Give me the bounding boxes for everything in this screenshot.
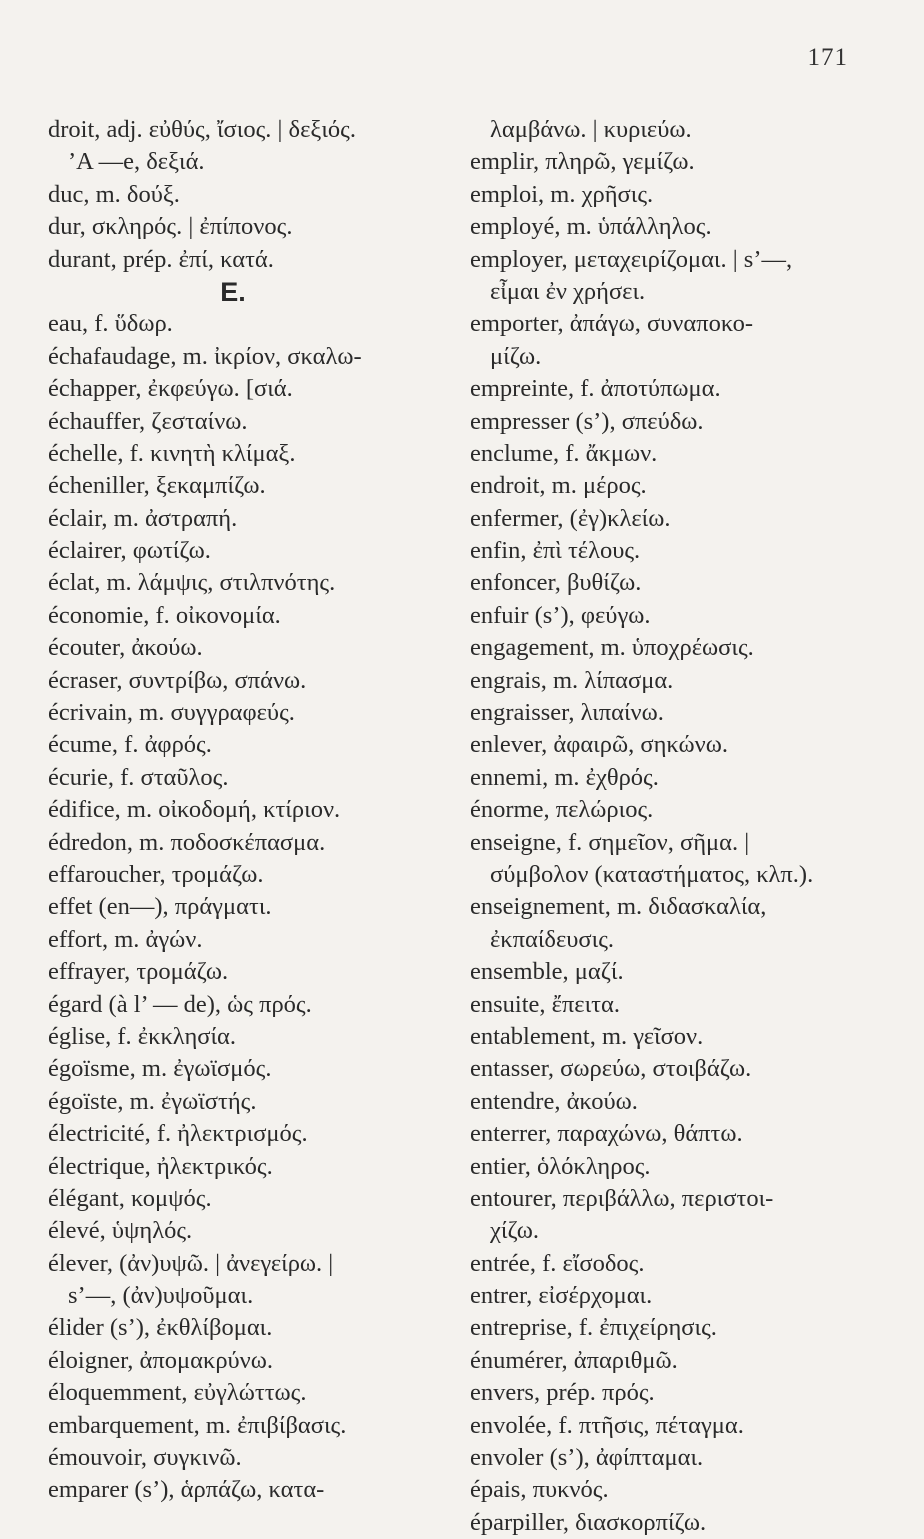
dictionary-entry-line: enfermer, (ἐγ)κλείω.	[470, 504, 671, 532]
dictionary-entry-line: électricité, f. ἠλεκτρισμός.	[48, 1120, 308, 1148]
dictionary-entry-line: εἶμαι ἐν χρήσει.	[490, 277, 646, 305]
dictionary-entry-line: égoïsme, m. ἐγωϊσμός.	[48, 1055, 272, 1083]
dictionary-entry-line: entrer, εἰσέρχομαι.	[470, 1282, 653, 1310]
dictionary-entry-line: duc, m. δούξ.	[48, 180, 180, 208]
dictionary-entry-line: enfoncer, βυθίζω.	[470, 569, 642, 597]
page-number: 171	[807, 44, 848, 71]
dictionary-entry-line: s’—, (ἀν)υψοῦμαι.	[68, 1282, 254, 1310]
dictionary-entry-line: écheniller, ξεκαμπίζω.	[48, 472, 266, 500]
dictionary-entry-line: égard (à l’ — de), ὡς πρός.	[48, 990, 312, 1018]
dictionary-entry-line: enfin, ἐπὶ τέλους.	[470, 537, 641, 565]
dictionary-entry-line: enterrer, παραχώνω, θάπτω.	[470, 1120, 743, 1148]
dictionary-entry-line: emparer (s’), ἁρπάζω, κατα-	[48, 1476, 325, 1504]
dictionary-entry-line: envolée, f. πτῆσις, πέταγμα.	[470, 1411, 744, 1439]
dictionary-entry-line: engrais, m. λίπασμα.	[470, 666, 674, 694]
dictionary-entry-line: ensemble, μαζί.	[470, 958, 624, 986]
dictionary-entry-line: χίζω.	[490, 1217, 539, 1245]
dictionary-entry-line: éclat, m. λάμψις, στιλπνότης.	[48, 569, 336, 597]
dictionary-entry-line: enfuir (s’), φεύγω.	[470, 601, 651, 629]
dictionary-entry-line: empresser (s’), σπεύδω.	[470, 407, 704, 435]
dictionary-entry-line: ἐκπαίδευσις.	[490, 925, 615, 953]
dictionary-entry-line: envers, prép. πρός.	[470, 1379, 655, 1407]
dictionary-entry-line: effaroucher, τρομάζω.	[48, 860, 264, 888]
right-column	[470, 114, 890, 1539]
dictionary-entry-line: édifice, m. οἰκοδομή, κτίριον.	[48, 796, 341, 824]
dictionary-entry-line: effort, m. ἀγών.	[48, 925, 203, 953]
dictionary-entry-line: emporter, ἀπάγω, συναποκο-	[470, 310, 754, 338]
dictionary-entry-line: échafaudage, m. ἰκρίον, σκαλω-	[48, 342, 362, 370]
dictionary-entry-line: écrivain, m. συγγραφεύς.	[48, 699, 295, 727]
dictionary-entry-line: écraser, συντρίβω, σπάνω.	[48, 666, 307, 694]
dictionary-entry-line: enseigne, f. σημεῖον, σῆμα. |	[470, 828, 750, 856]
dictionary-entry-line: écume, f. ἀφρός.	[48, 731, 212, 759]
dictionary-entry-line: économie, f. οἰκονομία.	[48, 601, 281, 629]
dictionary-entry-line: échapper, ἐκφεύγω. [σιά.	[48, 375, 293, 403]
dictionary-entry-line: éclairer, φωτίζω.	[48, 537, 211, 565]
dictionary-entry-line: éloigner, ἀπομακρύνω.	[48, 1346, 273, 1374]
dictionary-entry-line: égoïste, m. ἐγωϊστής.	[48, 1087, 257, 1115]
dictionary-entry-line: entreprise, f. ἐπιχείρησις.	[470, 1314, 717, 1342]
section-heading: E.	[220, 276, 246, 307]
dictionary-entry-line: ennemi, m. ἐχθρός.	[470, 763, 659, 791]
dictionary-entry-line: éparpiller, διασκορπίζω.	[470, 1508, 707, 1536]
dictionary-entry-line: échauffer, ζεσταίνω.	[48, 407, 248, 435]
dictionary-entry-line: envoler (s’), ἀφίπταμαι.	[470, 1444, 704, 1472]
dictionary-entry-line: entasser, σωρεύω, στοιβάζω.	[470, 1055, 752, 1083]
dictionary-entry-line: employer, μεταχειρίζομαι. | s’—,	[470, 245, 793, 273]
dictionary-entry-line: épais, πυκνός.	[470, 1476, 609, 1504]
dictionary-entry-line: électrique, ἠλεκτρικός.	[48, 1152, 273, 1180]
dictionary-entry-line: enseignement, m. διδασκαλία,	[470, 893, 767, 921]
dictionary-entry-line: emploi, m. χρῆσις.	[470, 180, 654, 208]
dictionary-entry-line: λαμβάνω. | κυριεύω.	[490, 116, 692, 143]
dictionary-entry-line: émouvoir, συγκινῶ.	[48, 1444, 242, 1472]
dictionary-entry-line: écouter, ἀκούω.	[48, 634, 203, 662]
dictionary-entry-line: embarquement, m. ἐπιβίβασις.	[48, 1411, 347, 1439]
dictionary-entry-line: droit, adj. εὐθύς, ἴσιος. | δεξιός.	[48, 116, 356, 143]
left-column	[48, 114, 458, 1507]
dictionary-entry-line: engraisser, λιπαίνω.	[470, 699, 664, 727]
dictionary-entry-line: élider (s’), ἐκθλίβομαι.	[48, 1314, 273, 1342]
dictionary-entry-line: entourer, περιβάλλω, περιστοι-	[470, 1184, 774, 1212]
dictionary-entry-line: énorme, πελώριος.	[470, 796, 654, 824]
dictionary-entry-line: ’A —e, δεξιά.	[68, 148, 205, 176]
dictionary-entry-line: église, f. ἐκκλησία.	[48, 1022, 237, 1050]
dictionary-entry-line: eau, f. ὕδωρ.	[48, 310, 173, 338]
dictionary-entry-line: entendre, ἀκούω.	[470, 1087, 638, 1115]
dictionary-entry-line: enclume, f. ἄκμων.	[470, 439, 658, 467]
dictionary-entry-line: engagement, m. ὑποχρέωσις.	[470, 634, 754, 662]
dictionary-entry-line: entablement, m. γεῖσον.	[470, 1022, 704, 1050]
dictionary-entry-line: élégant, κομψός.	[48, 1184, 212, 1212]
dictionary-entry-line: empreinte, f. ἀποτύπωμα.	[470, 375, 721, 403]
dictionary-entry-line: entrée, f. εἴσοδος.	[470, 1249, 645, 1277]
dictionary-entry-line: dur, σκληρός. | ἐπίπονος.	[48, 213, 293, 241]
dictionary-entry-line: effrayer, τρομάζω.	[48, 958, 229, 986]
dictionary-entry-line: emplir, πληρῶ, γεμίζω.	[470, 148, 695, 176]
dictionary-entry-line: écurie, f. σταῦλος.	[48, 763, 229, 791]
dictionary-entry-line: échelle, f. κινητὴ κλίμαξ.	[48, 439, 296, 467]
dictionary-entry-line: employé, m. ὑπάλληλος.	[470, 213, 712, 241]
dictionary-entry-line: élever, (ἀν)υψῶ. | ἀνεγείρω. |	[48, 1249, 334, 1277]
dictionary-entry-line: σύμβολον (καταστήματος, κλπ.).	[490, 860, 814, 888]
dictionary-entry-line: éloquemment, εὐγλώττως.	[48, 1379, 307, 1407]
dictionary-entry-line: ensuite, ἔπειτα.	[470, 990, 620, 1018]
dictionary-entry-line: μίζω.	[490, 342, 542, 370]
dictionary-entry-line: énumérer, ἀπαριθμῶ.	[470, 1346, 678, 1374]
dictionary-entry-line: effet (en—), πράγματι.	[48, 893, 272, 921]
dictionary-entry-line: édredon, m. ποδοσκέπασμα.	[48, 828, 326, 856]
dictionary-entry-line: éclair, m. ἀστραπή.	[48, 504, 238, 532]
dictionary-entry-line: entier, ὁλόκληρος.	[470, 1152, 651, 1180]
dictionary-entry-line: endroit, m. μέρος.	[470, 472, 647, 500]
dictionary-entry-line: élevé, ὑψηλός.	[48, 1217, 193, 1245]
dictionary-entry-line: enlever, ἀφαιρῶ, σηκώνω.	[470, 731, 728, 759]
dictionary-entry-line: durant, prép. ἐπί, κατά.	[48, 245, 274, 273]
